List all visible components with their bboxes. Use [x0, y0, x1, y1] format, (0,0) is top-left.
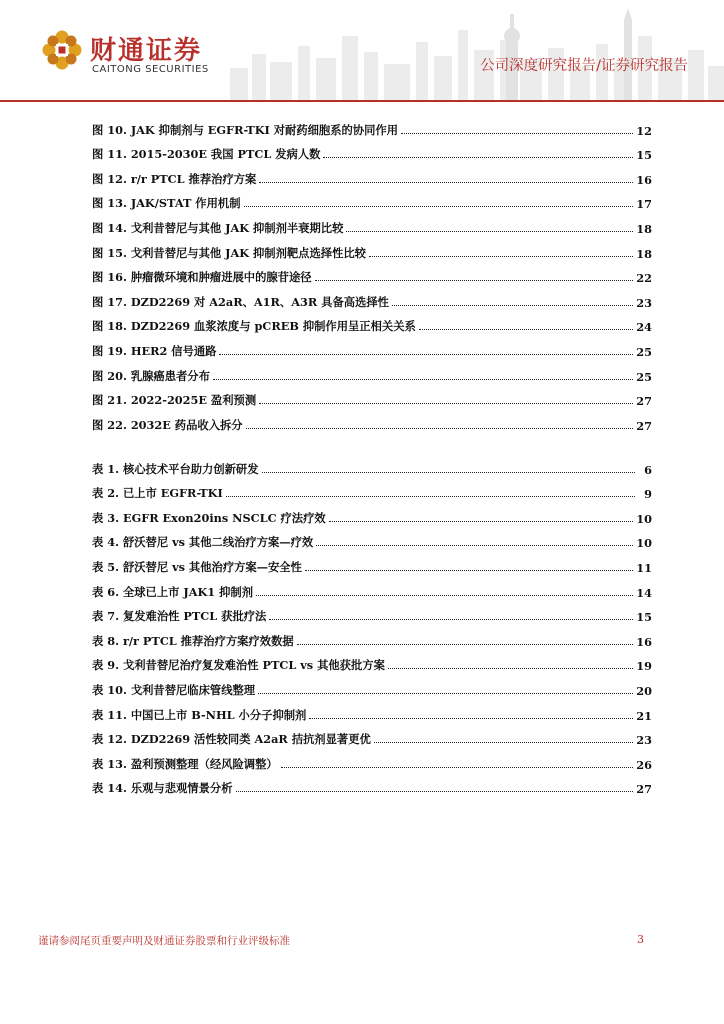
table-index-entry[interactable] — [92, 477, 652, 502]
table-index-entry-page: 16 — [636, 634, 652, 649]
figure-index-entry[interactable] — [92, 113, 652, 138]
table-index-entry[interactable] — [92, 624, 652, 649]
figure-index-entry[interactable] — [92, 285, 652, 310]
table-index-entry-page: 10 — [636, 536, 652, 551]
figure-index-entry-page: 25 — [636, 344, 652, 359]
brand-name-cn: 财通证券 — [90, 36, 203, 66]
table-index-entry-label: 表 5. 舒沃替尼 vs 其他治疗方案—安全性 — [92, 559, 302, 574]
table-index-entry-label: 表 4. 舒沃替尼 vs 其他二线治疗方案—疗效 — [92, 535, 314, 550]
table-index-entry-label: 表 14. 乐观与悲观情景分析 — [92, 781, 233, 796]
table-index-entry-page: 11 — [636, 560, 652, 575]
table-index-entry[interactable] — [92, 575, 652, 600]
table-index-entry[interactable] — [92, 698, 652, 723]
table-index-entry-page: 23 — [636, 733, 652, 748]
page-number: 3 — [637, 933, 644, 946]
figure-index-entry-label: 图 13. JAK/STAT 作用机制 — [92, 196, 241, 211]
leader-dots — [346, 231, 633, 232]
table-index-entry-label: 表 10. 戈利昔替尼临床管线整理 — [92, 682, 256, 697]
footer-disclaimer: 谨请参阅尾页重要声明及财通证券股票和行业评级标准 — [38, 935, 290, 947]
figure-index-entry-label: 图 21. 2022-2025E 盈利预测 — [92, 393, 257, 408]
figure-index-entry-page: 17 — [636, 197, 652, 212]
figure-index-entry[interactable] — [92, 408, 652, 433]
leader-dots — [281, 767, 634, 768]
leader-dots — [323, 157, 633, 158]
figure-index-entry[interactable] — [92, 384, 652, 409]
table-index-entry[interactable] — [92, 649, 652, 674]
figure-index-entry-page: 25 — [636, 369, 652, 384]
leader-dots — [246, 428, 634, 429]
table-index-entry-page: 19 — [636, 659, 652, 674]
table-index-entry-label: 表 13. 盈利预测整理（经风险调整） — [92, 756, 278, 771]
table-index-entry-page: 20 — [636, 683, 652, 698]
table-index-entry-label: 表 1. 核心技术平台助力创新研发 — [92, 461, 259, 476]
table-index-entry-page: 9 — [644, 487, 652, 502]
leader-dots — [419, 329, 633, 330]
leader-dots — [401, 133, 633, 134]
figure-index-entry-page: 27 — [636, 418, 652, 433]
page-header — [0, 0, 724, 104]
figure-index-entry[interactable] — [92, 334, 652, 359]
table-index-entry[interactable] — [92, 723, 652, 748]
leader-dots — [369, 256, 633, 257]
brand-name-en: CAITONG SECURITIES — [92, 64, 209, 75]
table-index-entry-label: 表 12. DZD2269 活性较同类 A2aR 拮抗剂显著更优 — [92, 732, 371, 747]
leader-dots — [244, 206, 634, 207]
figure-index-entry-label: 图 10. JAK 抑制剂与 EGFR-TKI 对耐药细胞系的协同作用 — [92, 122, 398, 137]
figure-index-entry-page: 22 — [636, 271, 652, 286]
table-index-entry[interactable] — [92, 452, 652, 477]
leader-dots — [258, 693, 633, 694]
table-index-entry-label: 表 8. r/r PTCL 推荐治疗方案疗效数据 — [92, 633, 294, 648]
figure-index-entry-label: 图 19. HER2 信号通路 — [92, 343, 217, 358]
table-index-entry[interactable] — [92, 600, 652, 625]
figure-index-entry[interactable] — [92, 261, 652, 286]
leader-dots — [219, 354, 633, 355]
table-index-entry-label: 表 6. 全球已上市 JAK1 抑制剂 — [92, 584, 253, 599]
leader-dots — [388, 668, 633, 669]
header-divider — [0, 100, 724, 102]
caitong-logo-icon — [42, 30, 82, 70]
leader-dots — [256, 595, 633, 596]
leader-dots — [259, 182, 633, 183]
table-index-entry[interactable] — [92, 526, 652, 551]
leader-dots — [213, 379, 633, 380]
table-index-entry[interactable] — [92, 501, 652, 526]
figure-index-entry-label: 图 18. DZD2269 血浆浓度与 pCREB 抑制作用呈正相关关系 — [92, 319, 416, 334]
figure-index-entry-label: 图 14. 戈利昔替尼与其他 JAK 抑制剂半衰期比较 — [92, 220, 344, 235]
table-index-entry[interactable] — [92, 550, 652, 575]
figure-index-entry[interactable] — [92, 187, 652, 212]
leader-dots — [236, 791, 634, 792]
table-index-entry-label: 表 7. 复发难治性 PTCL 获批疗法 — [92, 609, 267, 624]
figure-index-entry-page: 18 — [636, 221, 652, 236]
table-index-entry-label: 表 11. 中国已上市 B-NHL 小分子抑制剂 — [92, 707, 307, 722]
figure-index-entry-page: 15 — [636, 148, 652, 163]
leader-dots — [226, 496, 635, 497]
figure-index-entry-label: 图 16. 肿瘤微环境和肿瘤进展中的腺苷途径 — [92, 270, 312, 285]
table-index-entry-page: 21 — [636, 708, 652, 723]
table-index-entry-page: 14 — [636, 585, 652, 600]
table-index-entry-page: 26 — [636, 757, 652, 772]
figure-index-entry[interactable] — [92, 236, 652, 261]
leader-dots — [309, 718, 633, 719]
figure-index-entry[interactable] — [92, 211, 652, 236]
leader-dots — [259, 403, 633, 404]
table-index-list — [92, 452, 652, 796]
leader-dots — [392, 305, 633, 306]
figure-index-entry-label: 图 12. r/r PTCL 推荐治疗方案 — [92, 171, 257, 186]
leader-dots — [297, 644, 634, 645]
figure-index-entry-label: 图 20. 乳腺癌患者分布 — [92, 368, 210, 383]
table-index-entry-label: 表 2. 已上市 EGFR-TKI — [92, 486, 223, 501]
table-index-entry-page: 15 — [636, 610, 652, 625]
figure-index-entry-page: 24 — [636, 320, 652, 335]
figure-index-entry[interactable] — [92, 359, 652, 384]
table-index-entry[interactable] — [92, 772, 652, 797]
table-index-entry-page: 10 — [636, 511, 652, 526]
figure-index-entry-label: 图 15. 戈利昔替尼与其他 JAK 抑制剂靶点选择性比较 — [92, 245, 366, 260]
leader-dots — [269, 619, 633, 620]
table-index-entry-page: 6 — [644, 462, 652, 477]
figure-index-entry[interactable] — [92, 138, 652, 163]
table-index-entry-label: 表 9. 戈利昔替尼治疗复发难治性 PTCL vs 其他获批方案 — [92, 658, 385, 673]
leader-dots — [305, 570, 633, 571]
table-index-entry-page: 27 — [636, 782, 652, 797]
figure-index-entry-label: 图 17. DZD2269 对 A2aR、A1R、A3R 具备高选择性 — [92, 294, 389, 309]
table-index-entry[interactable] — [92, 673, 652, 698]
leader-dots — [316, 545, 633, 546]
figure-index-entry[interactable] — [92, 310, 652, 335]
leader-dots — [262, 472, 635, 473]
figure-index-entry-page: 27 — [636, 394, 652, 409]
figure-index-entry-page: 12 — [636, 123, 652, 138]
figure-index-entry-page: 16 — [636, 172, 652, 187]
figure-index-entry-page: 18 — [636, 246, 652, 261]
figure-index-entry-label: 图 11. 2015-2030E 我国 PTCL 发病人数 — [92, 147, 321, 162]
table-index-entry[interactable] — [92, 747, 652, 772]
figure-index-entry[interactable] — [92, 162, 652, 187]
figure-index-list — [92, 113, 652, 433]
table-index-entry-label: 表 3. EGFR Exon20ins NSCLC 疗法疗效 — [92, 510, 326, 525]
leader-dots — [315, 280, 634, 281]
figure-index-entry-page: 23 — [636, 295, 652, 310]
leader-dots — [374, 742, 633, 743]
figure-index-entry-label: 图 22. 2032E 药品收入拆分 — [92, 417, 243, 432]
leader-dots — [329, 521, 634, 522]
report-type-title: 公司深度研究报告/证券研究报告 — [480, 58, 688, 74]
